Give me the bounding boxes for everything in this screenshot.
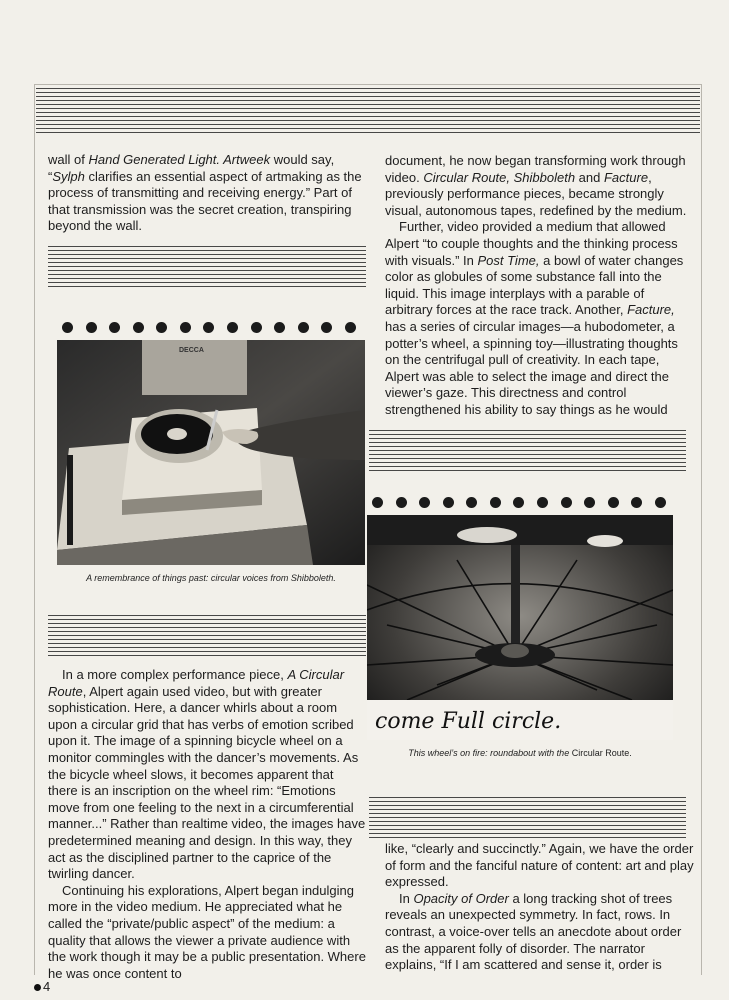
right-stripe-band-2 (369, 797, 686, 839)
page-number-text: 4 (43, 979, 51, 994)
caption-plain-text: Circular Route. (571, 748, 632, 758)
paragraph: document, he now began transforming work through video. Circular Route, Shibboleth and Facture, previously performance pieces, became strongly visual, autonomous tapes, redefined by the medium. (385, 153, 687, 218)
paragraph: Continuing his explorations, Alpert began indulging more in the video medium. He appreciated what he called the “private/public aspect” of the medium: a quality that allows the viewer a private audience with the work though it may be a public presentation. Where he was once content to (48, 882, 366, 981)
bicycle-wheel-photo (367, 515, 673, 740)
bullet-icon (34, 984, 41, 991)
header-stripe-band (36, 88, 700, 136)
paragraph: In a more complex performance piece, A Circular Route, Alpert again used video, but with greater sophistication. Here, a dancer whirls about a room upon a circular grid that has verbs of emotion scribed upon it. The image of a spinning bicycle wheel on a monitor commingles with the dancer’s movements. As the bicycle wheel slows, it becomes apparent that there is an inscription on the wheel rim: “Emotions move from one feeling to the next in a circumferential manner...” Rather than realtime video, the images have predetermined meaning and design. In this way, they act as the disciplined partner to the caprice of the twirling dancer. (48, 667, 366, 882)
paragraph: like, “clearly and succinctly.” Again, we have the order of form and the fanciful nature of content: art and play expressed. (385, 841, 694, 890)
left-column-bottom-text (48, 667, 366, 982)
decca-label: DECCA (179, 347, 204, 354)
wheel-inscription: come Full circle. (375, 709, 562, 734)
right-column-top-text (385, 153, 695, 419)
left-stripe-band-1 (48, 246, 366, 288)
right-stripe-band-1 (369, 430, 686, 472)
paragraph: Further, video provided a medium that allowed Alpert “to couple thoughts and the thinking process with visuals.” In Post Time, a bowl of water changes color as globules of some substance fall into the liquid. This image interplays with a parable of arbitrary forces at the race track. Another, Facture, has a series of circular images—a hubodometer, a potter’s wheel, a spinning toy—illustrating thoughts on the centrifugal pull of creativity. In each tape, Alpert was able to select the image and direct the viewer’s gaze. This directness and control strengthened his ability to say things as he would (385, 219, 684, 417)
left-column-top-text (48, 152, 366, 235)
record-player-photo (57, 340, 365, 565)
photo1-caption (57, 573, 365, 583)
right-column-bottom-text (385, 841, 695, 974)
caption-text: A remembrance of things past: circular voices from Shibboleth. (86, 573, 336, 583)
paragraph: wall of Hand Generated Light. Artweek would say, “Sylph clarifies an essential aspect of artmaking as the process of transmitting and receiving energy.” Part of that transmission was the secret creation, transpiring beyond the wall. (48, 152, 362, 234)
dot-row-right (372, 497, 666, 508)
left-stripe-band-2 (48, 615, 366, 657)
page-number (34, 979, 50, 994)
dot-row-left (62, 322, 356, 333)
paragraph: In Opacity of Order a long tracking shot of trees reveals an unexpected symmetry. In fact, rows. In contrast, a voice-over tells an anecdote about order as the apparent folly of disorder. The narrator explains, “If I am scattered and sense it, order is (385, 890, 682, 973)
caption-italic-text: This wheel’s on fire: roundabout with the (408, 748, 572, 758)
photo2-caption (367, 748, 673, 758)
